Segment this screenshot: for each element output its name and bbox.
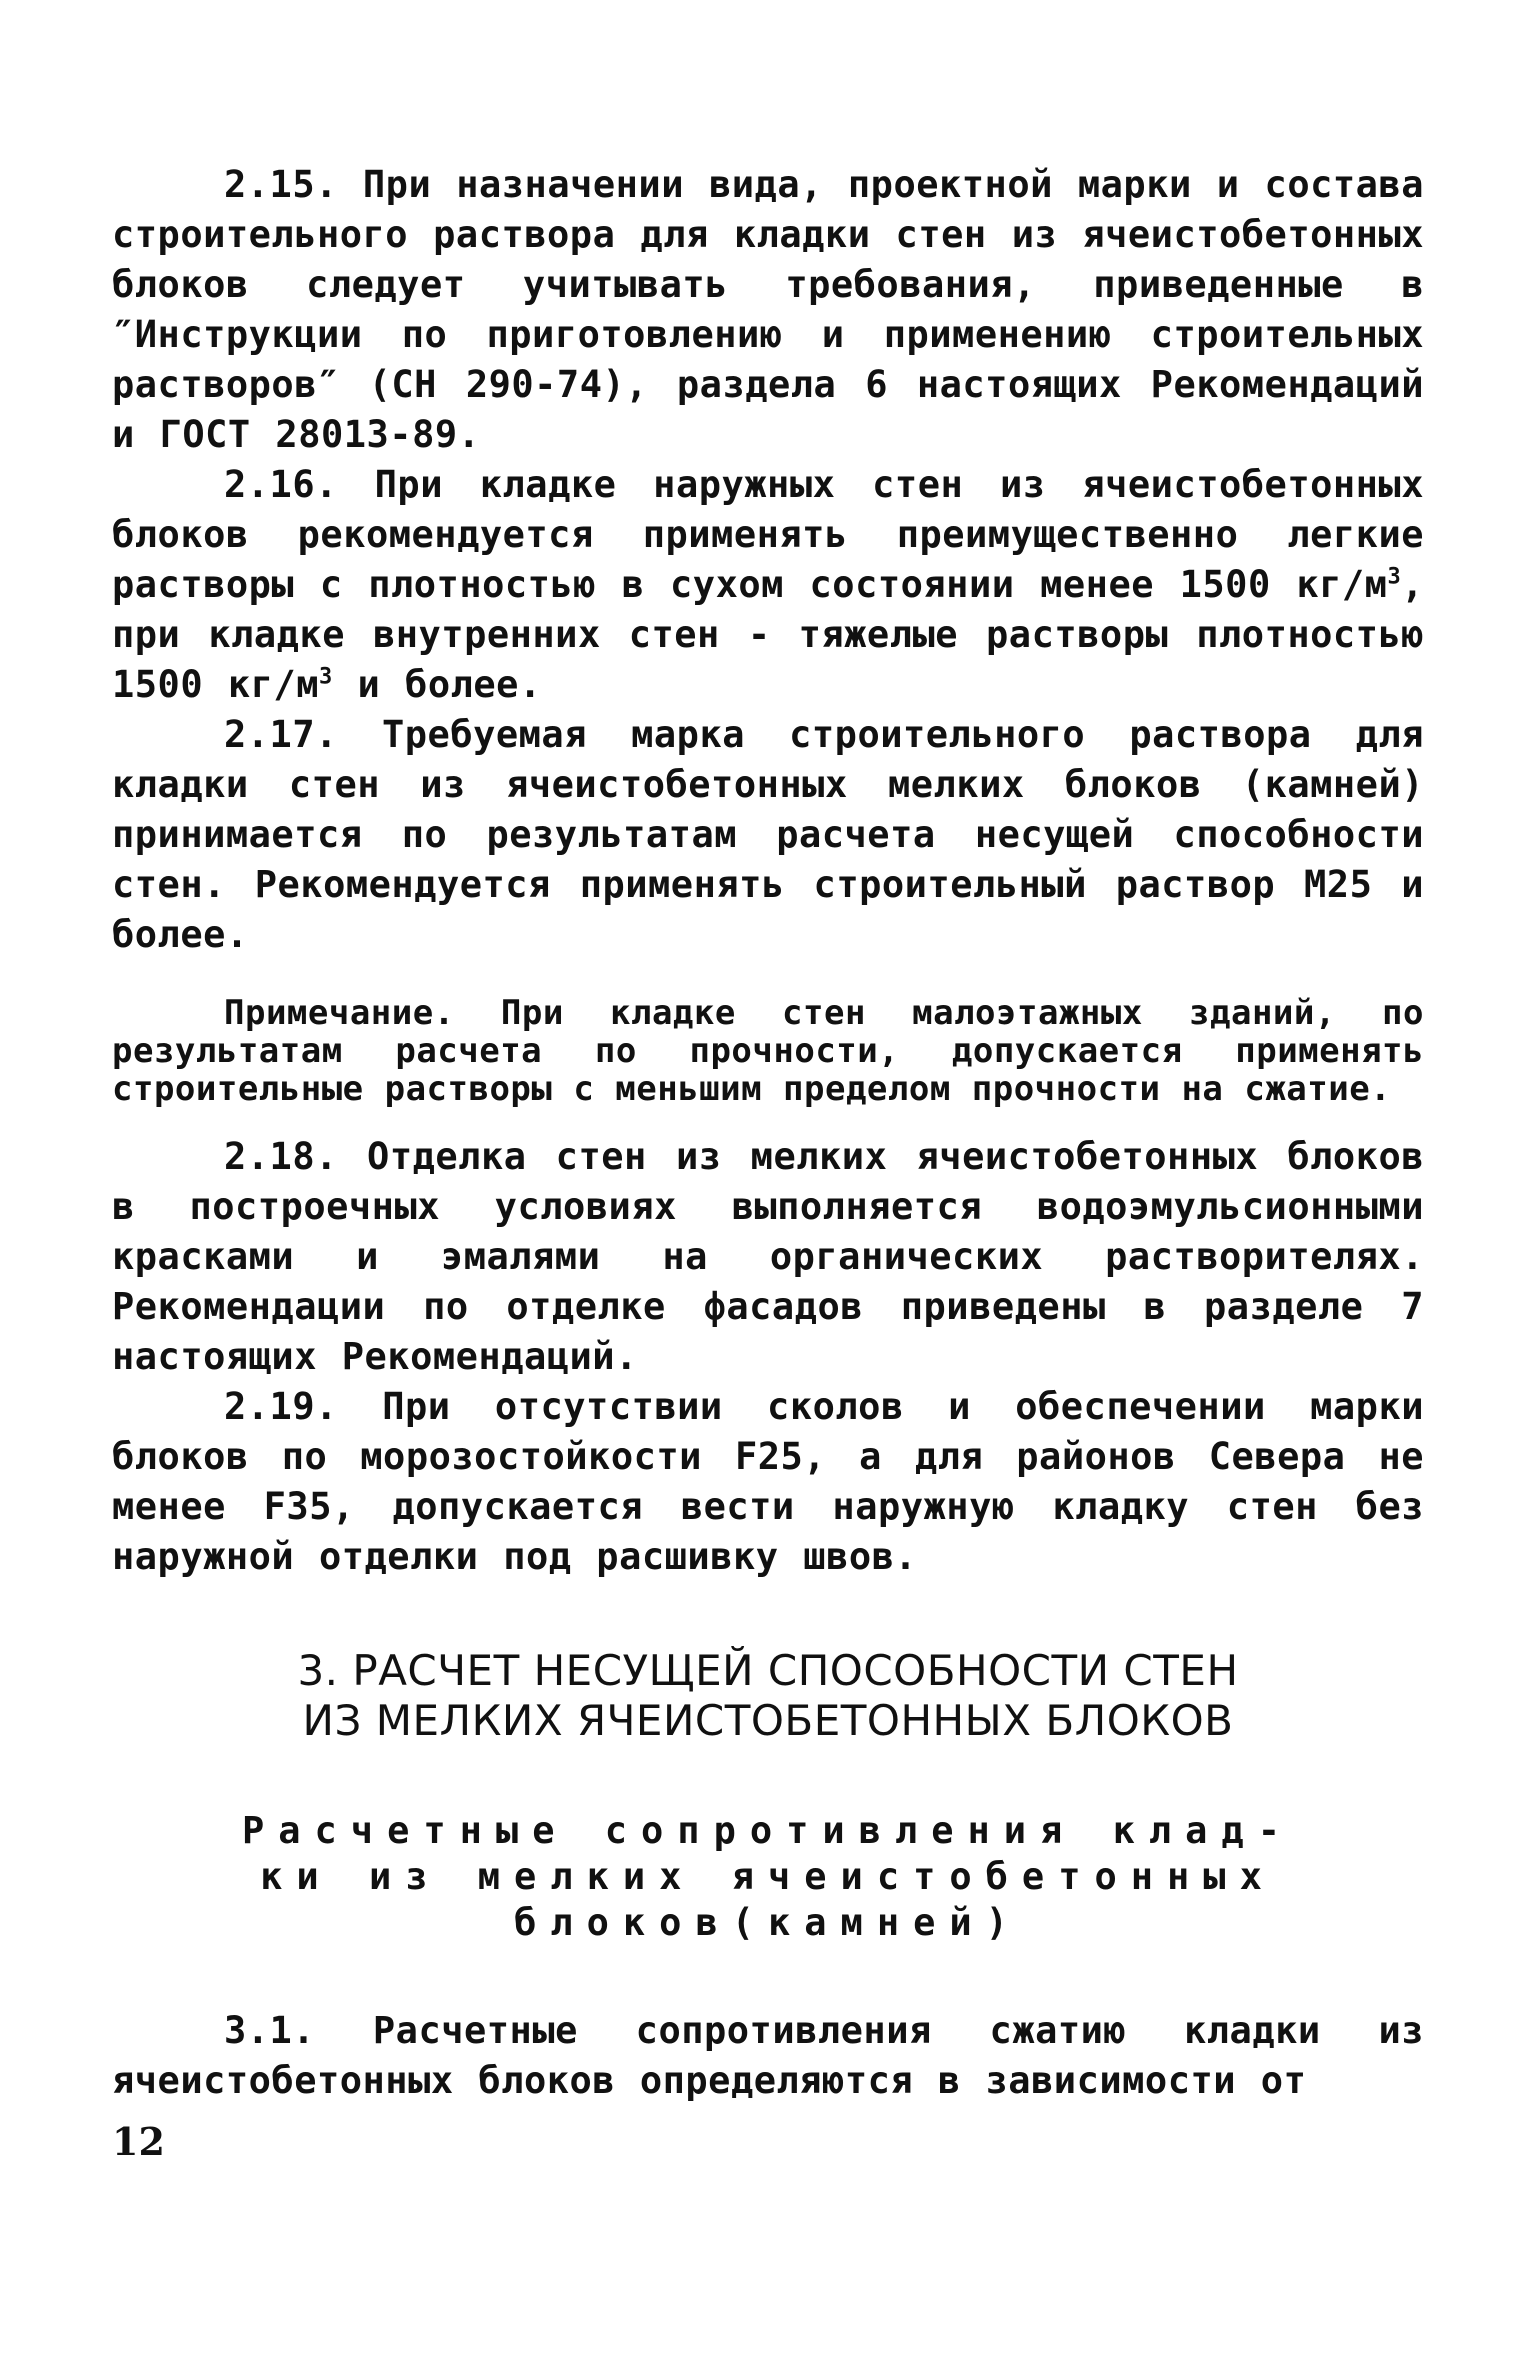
paragraph-2-15: 2.15. При назначении вида, проектной марки и состава строительного раствора для кладки стен из ячеистобетонных блоков следует учитывать требования, приведенные в ″Инструкции по приготовлению и применению строительных растворов″ (СН 290-74), раздела 6 настоящих Рекомендаций и ГОСТ 28013-89.	[112, 163, 1424, 456]
paragraph-2-16-part-b: , при кладке внутренних стен - тяжелые растворы плотностью 1500 кг/м	[112, 563, 1424, 706]
subheading-line-1: Расчетные сопротивления клад-	[241, 1809, 1294, 1852]
subheading-line-3: блоков(камней)	[514, 1901, 1022, 1944]
section-title-line-2: ИЗ МЕЛКИХ ЯЧЕИСТОБЕТОННЫХ БЛОКОВ	[302, 1696, 1234, 1745]
subheading	[112, 1808, 1424, 1946]
page-number: 12	[112, 2119, 165, 2164]
paragraph-3-1: 3.1. Расчетные сопротивления сжатию кладки из ячеистобетонных блоков определяются в зависимости от	[112, 2009, 1424, 2102]
paragraph-2-16-part-a: 2.16. При кладке наружных стен из ячеистобетонных блоков рекомендуется применять преимущественно легкие растворы с плотностью в сухом состоянии менее 1500 кг/м	[112, 463, 1424, 606]
note-paragraph: Примечание. При кладке стен малоэтажных зданий, по результатам расчета по прочности, допускается применять строительные растворы с меньшим пределом прочности на сжатие.	[112, 993, 1424, 1109]
paragraph-2-19: 2.19. При отсутствии сколов и обеспечении марки блоков по морозостойкости F25, а для районов Севера не менее F35, допускается вести наружную кладку стен без наружной отделки под расшивку швов.	[112, 1385, 1424, 1578]
paragraph-2-16-part-c: и более.	[332, 663, 542, 706]
paragraph-2-18: 2.18. Отделка стен из мелких ячеистобетонных блоков в построечных условиях выполняется водоэмульсионными красками и эмалями на органических растворителях. Рекомендации по отделке фасадов приведены в разделе 7 настоящих Рекомендаций.	[112, 1135, 1424, 1378]
paragraph-2-17: 2.17. Требуемая марка строительного раствора для кладки стен из ячеистобетонных мелких блоков (камней) принимается по результатам расчета несущей способности стен. Рекомендуется применять строительный раствор М25 и более.	[112, 713, 1424, 956]
superscript-cubic-1: 3	[1387, 564, 1402, 590]
section-title-line-1: 3. РАСЧЕТ НЕСУЩЕЙ СПОСОБНОСТИ СТЕН	[297, 1646, 1239, 1695]
document-page	[112, 160, 1424, 2106]
paragraph-2-16	[112, 460, 1424, 710]
superscript-cubic-2: 3	[318, 664, 333, 690]
section-title	[112, 1646, 1424, 1746]
subheading-line-2: ки из мелких ячеистобетонных	[260, 1855, 1276, 1898]
